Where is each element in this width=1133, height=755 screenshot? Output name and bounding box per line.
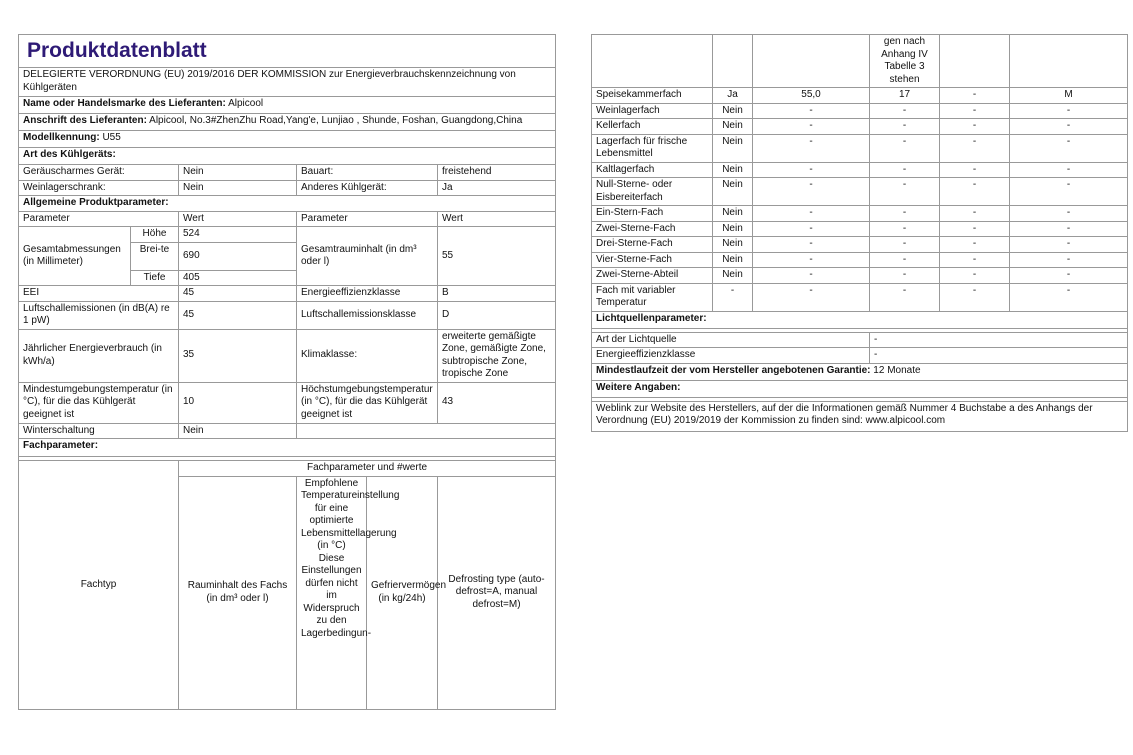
col-freezing-capacity: Gefriervermögen (in kg/24h) [367,476,438,709]
col-recommended-temp-b: Diese Einstellungen dürfen nicht im Widerspruch zu den Lagerbedingun- [301,552,372,639]
noise-class-value: D [438,301,556,329]
compartment-type-cell: Lagerfach für frische Lebensmittel [592,134,713,162]
eei-value: 45 [179,286,297,302]
compartment-type-cell: Fach mit variabler Temperatur [592,283,713,311]
wine-cabinet-value: Nein [179,180,297,196]
light-class-label: Energieeffizienzklasse [592,348,870,364]
weblink-row [592,401,1128,431]
compartment-defrost-cell: - [1010,221,1128,237]
compartment-temp-cell: - [870,283,940,311]
weblink-url[interactable]: www.alpicool.com [865,415,946,426]
compartment-header-table [18,460,556,710]
compartment-freeze-cell: - [940,88,1010,104]
winter-setting-label: Winterschaltung [19,423,179,439]
col-recommended-temp-cont: gen nach Anhang IV Tabelle 3 stehen [870,35,940,88]
compartment-present-cell: - [713,283,753,311]
compartment-volume-cell: - [753,283,870,311]
compartment-temp-cell: - [870,162,940,178]
compartment-defrost-cell: M [1010,88,1128,104]
compartment-defrost-cell: - [1010,178,1128,206]
compartment-freeze-cell: - [940,221,1010,237]
depth-value: 405 [179,270,297,286]
table-row [592,134,1128,162]
supplier-address-label: Anschrift des Lieferanten: [23,115,147,126]
light-type-value: - [870,332,1128,348]
weblink-text: Weblink zur Website des Herstellers, auf der die Informationen gemäß Nummer 4 Buchstabe a des Anhangs der Verordnung (EU) 2019/2019 der Kommission zu finden sind: [596,402,1093,426]
min-ambient-temp-label: Mindestumgebungstemperatur (in °C), für die das Kühlgerät geeignet ist [19,382,179,423]
compartment-present-cell: Ja [713,88,753,104]
climate-class-value: erweiterte gemäßigte Zone, gemäßigte Zone, subtropische Zone, tropische Zone [438,329,556,382]
col-parameter-1: Parameter [19,211,179,227]
compartment-volume-cell: - [753,119,870,135]
compartment-present-cell: Nein [713,221,753,237]
compartment-freeze-cell: - [940,268,1010,284]
compartment-volume-cell: - [753,134,870,162]
compartment-temp-cell: - [870,252,940,268]
width-label: Brei-te [131,242,179,270]
compartment-defrost-cell: - [1010,206,1128,222]
eei-label: EEI [19,286,179,302]
table-row [592,206,1128,222]
compartment-freeze-cell: - [940,206,1010,222]
compartment-present-cell: Nein [713,162,753,178]
table-row [592,237,1128,253]
right-page [591,34,1127,432]
compartment-type-cell: Weinlagerfach [592,103,713,119]
design-value: freistehend [438,165,556,181]
supplier-name-value: Alpicool [228,98,264,109]
compartment-defrost-cell: - [1010,237,1128,253]
compartment-present-cell: Nein [713,103,753,119]
general-params-heading: Allgemeine Produktparameter: [19,196,556,212]
compartment-type-cell: Kellerfach [592,119,713,135]
other-appliance-value: Ja [438,180,556,196]
supplier-address-value: Alpicool, No.3#ZhenZhu Road,Yang'e, Lunjiao , Shunde, Foshan, Guangdong,China [149,115,523,126]
table-row [592,178,1128,206]
warranty-label: Mindestlaufzeit der vom Hersteller angebotenen Garantie: [596,364,871,376]
compartment-present-cell: Nein [713,206,753,222]
compartment-present-cell: Nein [713,252,753,268]
supplier-name-row [19,97,556,114]
col-defrost-type: Defrosting type (auto-defrost=A, manual defrost=M) [438,476,556,709]
model-label: Modellkennung: [23,132,100,143]
model-value: U55 [102,132,121,143]
compartment-freeze-cell: - [940,252,1010,268]
table-row [592,103,1128,119]
compartment-temp-cell: - [870,134,940,162]
table-row [592,88,1128,104]
datasheet-table-left [18,34,556,461]
table-row [592,162,1128,178]
compartment-type-cell: Drei-Sterne-Fach [592,237,713,253]
annual-energy-value: 35 [179,329,297,382]
col-compartment-volume: Rauminhalt des Fachs (in dm³ oder l) [179,476,297,709]
compartment-type-cell: Vier-Sterne-Fach [592,252,713,268]
compartment-volume-cell: - [753,103,870,119]
empty-cell [940,35,1010,88]
compartment-freeze-cell: - [940,283,1010,311]
light-class-value: - [870,348,1128,364]
depth-label: Tiefe [131,270,179,286]
max-ambient-temp-value: 43 [438,382,556,423]
table-row [592,283,1128,311]
left-page [18,34,555,710]
compartment-type-cell: Zwei-Sterne-Fach [592,221,713,237]
empty-cell [297,423,556,439]
compartment-defrost-cell: - [1010,252,1128,268]
col-recommended-temp [297,476,400,709]
wine-cabinet-label: Weinlagerschrank: [19,180,179,196]
winter-setting-value: Nein [179,423,297,439]
compartment-freeze-cell: - [940,162,1010,178]
compartment-type-cell: Kaltlagerfach [592,162,713,178]
supplier-address-row [19,114,556,131]
col-recommended-temp-a: Empfohlene Temperatureinstellung für eine optimierte Lebensmittellagerung (in °C) [301,477,400,551]
energy-class-label: Energieeffizienzklasse [297,286,438,302]
compartment-freeze-cell: - [940,119,1010,135]
compartment-params-heading: Fachparameter: [19,439,556,457]
col-compartment-type: Fachtyp [19,461,179,710]
total-volume-label: Gesamtrauminhalt (in dm³ oder l) [297,227,438,286]
width-value: 690 [179,242,297,270]
compartment-freeze-cell: - [940,103,1010,119]
low-noise-value: Nein [179,165,297,181]
compartment-volume-cell: 55,0 [753,88,870,104]
energy-class-value: B [438,286,556,302]
compartment-present-cell: Nein [713,237,753,253]
compartment-freeze-cell: - [940,134,1010,162]
compartment-volume-cell: - [753,252,870,268]
model-row [19,131,556,148]
light-params-heading: Lichtquellenparameter: [592,311,1128,328]
more-info-heading: Weitere Angaben: [592,380,1128,397]
compartment-defrost-cell: - [1010,134,1128,162]
table-row [592,119,1128,135]
design-label: Bauart: [297,165,438,181]
dimensions-label: Gesamtabmessungen (in Millimeter) [19,227,131,286]
compartment-freeze-cell: - [940,237,1010,253]
compartment-volume-cell: - [753,206,870,222]
empty-cell [713,35,753,88]
compartment-temp-cell: - [870,268,940,284]
compartment-group-header: Fachparameter und #werte [179,461,556,477]
compartment-defrost-cell: - [1010,283,1128,311]
compartment-temp-cell: 17 [870,88,940,104]
compartment-temp-cell: - [870,103,940,119]
height-value: 524 [179,227,297,243]
compartment-volume-cell: - [753,221,870,237]
compartment-defrost-cell: - [1010,119,1128,135]
empty-cell [592,35,713,88]
compartment-volume-cell: - [753,268,870,284]
compartment-present-cell: Nein [713,119,753,135]
climate-class-label: Klimaklasse: [297,329,438,382]
light-and-info-table [591,311,1128,432]
light-type-label: Art der Lichtquelle [592,332,870,348]
empty-cell [1010,35,1128,88]
compartment-temp-cell: - [870,221,940,237]
compartment-volume-cell: - [753,162,870,178]
compartment-present-cell: Nein [713,134,753,162]
compartment-present-cell: Nein [713,178,753,206]
appliance-type-heading: Art des Kühlgeräts: [19,148,556,165]
noise-emission-value: 45 [179,301,297,329]
warranty-value: 12 Monate [873,364,921,376]
noise-emission-label: Luftschallemissionen (in dB(A) re 1 pW) [19,301,179,329]
compartment-temp-cell: - [870,206,940,222]
table-row [592,221,1128,237]
compartment-type-cell: Zwei-Sterne-Abteil [592,268,713,284]
col-parameter-2: Parameter [297,211,438,227]
warranty-row [592,363,1128,380]
total-volume-value: 55 [438,227,556,286]
compartment-defrost-cell: - [1010,103,1128,119]
table-row [592,252,1128,268]
height-label: Höhe [131,227,179,243]
compartment-freeze-cell: - [940,178,1010,206]
compartment-temp-cell: - [870,178,940,206]
compartment-defrost-cell: - [1010,268,1128,284]
noise-class-label: Luftschallemissionsklasse [297,301,438,329]
compartment-type-cell: Speisekammerfach [592,88,713,104]
supplier-name-label: Name oder Handelsmarke des Lieferanten: [23,98,226,109]
compartment-volume-cell: - [753,237,870,253]
compartment-defrost-cell: - [1010,162,1128,178]
page-title: Produktdatenblatt [27,39,207,62]
min-ambient-temp-value: 10 [179,382,297,423]
table-row [592,268,1128,284]
compartment-present-cell: Nein [713,268,753,284]
col-value-2: Wert [438,211,556,227]
annual-energy-label: Jährlicher Energieverbrauch (in kWh/a) [19,329,179,382]
empty-cell [753,35,870,88]
compartment-volume-cell: - [753,178,870,206]
compartment-type-cell: Ein-Stern-Fach [592,206,713,222]
low-noise-label: Geräuscharmes Gerät: [19,165,179,181]
max-ambient-temp-label: Höchstumgebungstemperatur (in °C), für die das Kühlgerät geeignet ist [297,382,438,423]
compartment-temp-cell: - [870,119,940,135]
compartment-table-continued [591,34,1128,312]
col-value-1: Wert [179,211,297,227]
compartment-type-cell: Null-Sterne- oder Eisbereiterfach [592,178,713,206]
compartment-temp-cell: - [870,237,940,253]
other-appliance-label: Anderes Kühlgerät: [297,180,438,196]
regulation-subtitle: DELEGIERTE VERORDNUNG (EU) 2019/2016 DER KOMMISSION zur Energieverbrauchskennzeichnung von Kühlgeräten [19,68,556,97]
